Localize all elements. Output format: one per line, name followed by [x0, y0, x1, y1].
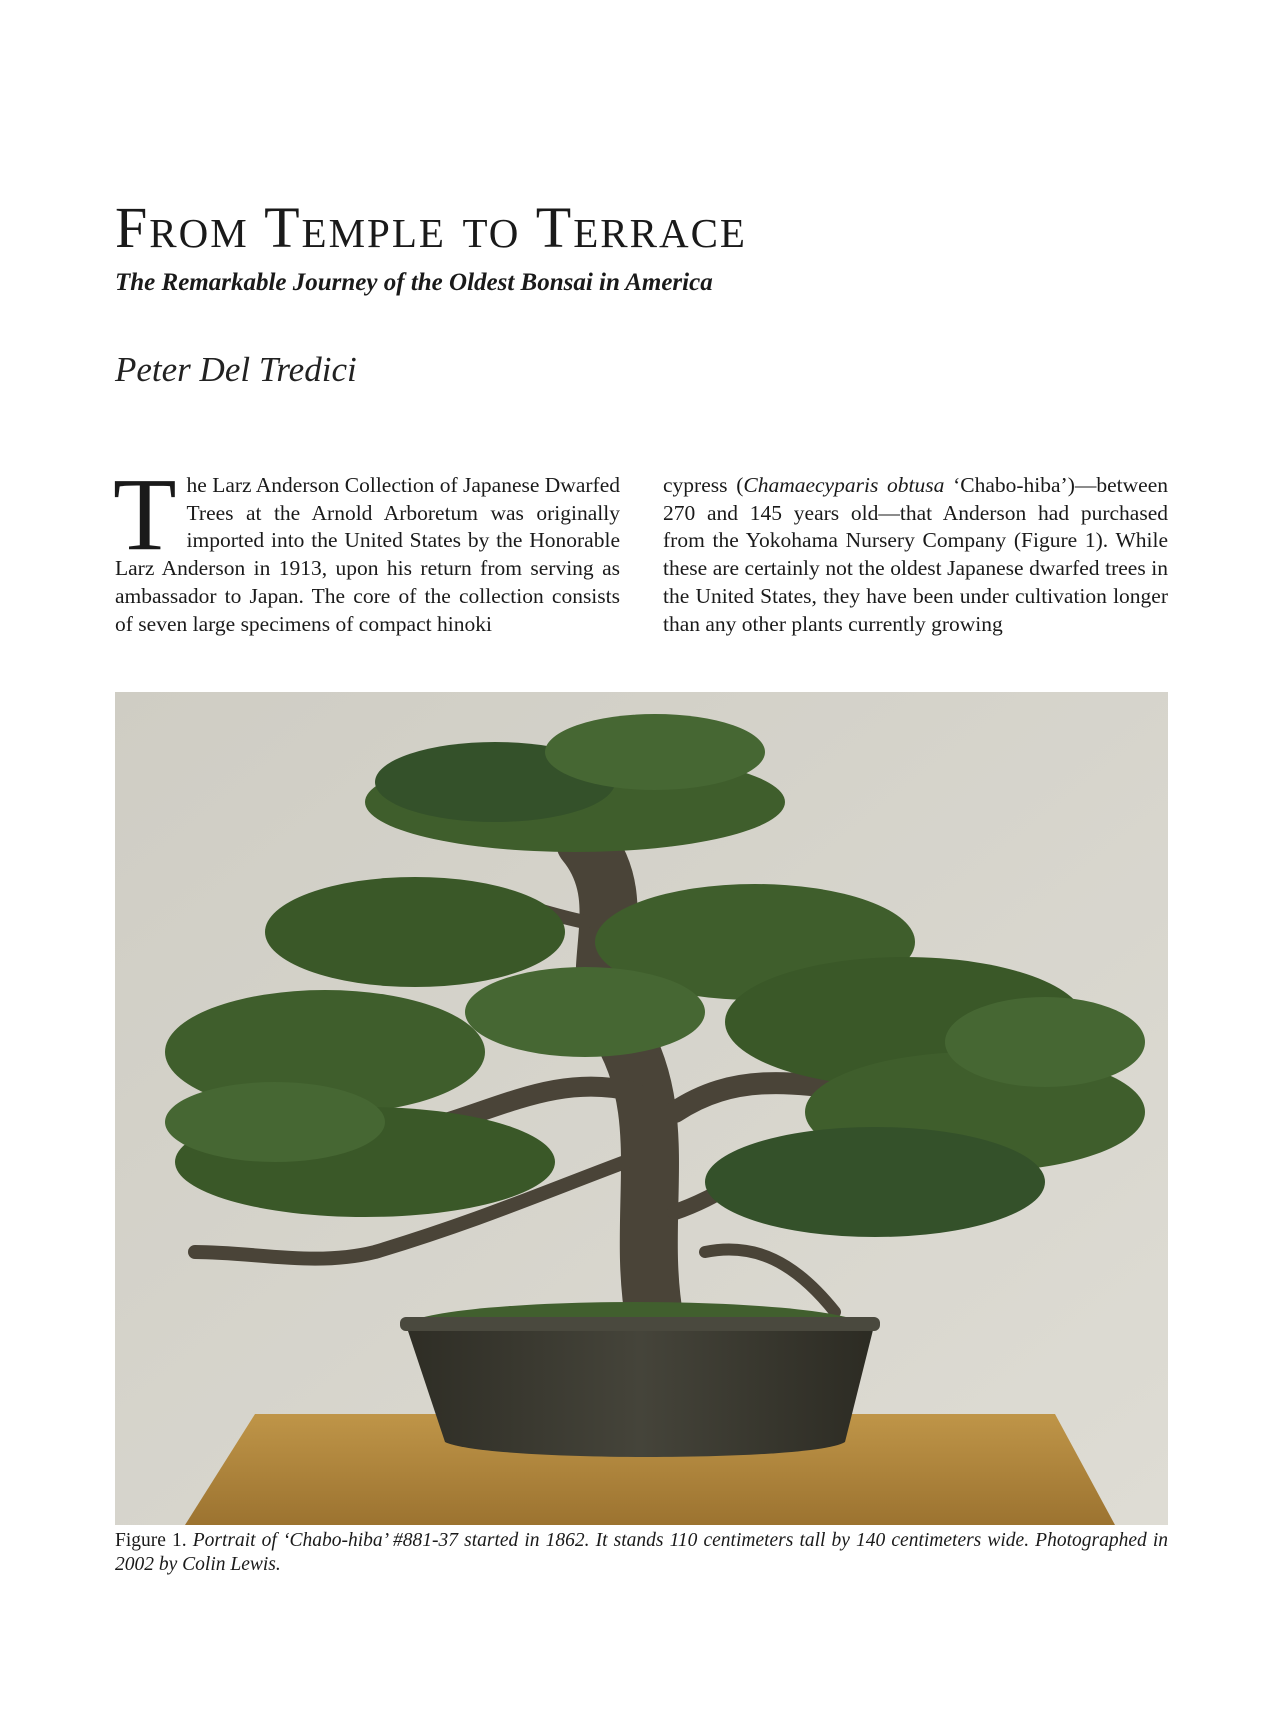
article-subtitle: The Remarkable Journey of the Oldest Bonsai in America: [115, 269, 713, 296]
opening-paragraph: [113, 457, 620, 638]
bonsai-illustration: [115, 692, 1168, 1525]
bonsai-pot: [405, 1322, 875, 1457]
figure-label: Figure 1.: [115, 1530, 187, 1551]
body-column-left: [113, 457, 620, 638]
drop-cap: T: [113, 457, 177, 572]
right-column-text-start: cypress (: [663, 473, 744, 497]
body-column-right: [663, 472, 1168, 638]
figure-caption: [115, 1529, 1168, 1577]
right-column-text-end: ‘Chabo-hiba’)—between 270 and 145 years old—that Anderson had purchased from the Yokohama Nursery Company (Figure 1). While these are certainly not the oldest Japanese dwarfed trees in the United States, they have been under cultivation longer than any other plants currently growing: [663, 473, 1169, 636]
figure-caption-text: Portrait of ‘Chabo-hiba’ #881-37 started in 1862. It stands 110 centimeters tall by 140 centimeters wide. Photographed in 2002 by Colin Lewis.: [115, 1530, 1169, 1575]
bonsai-photo: [115, 692, 1168, 1525]
continued-paragraph: [663, 472, 1168, 638]
article-author: Peter Del Tredici: [115, 350, 357, 389]
species-name: Chamaecyparis obtusa: [743, 473, 945, 497]
left-column-text: he Larz Anderson Collection of Japanese Dwarfed Trees at the Arnold Arboretum was originally imported into the United States by the Honorable Larz Anderson in 1913, upon his return from serving as ambassador to Japan. The core of the collection consists of seven large specimens of compact hinoki: [115, 473, 620, 636]
article-title: From Temple to Terrace: [115, 195, 747, 260]
pot-rim: [400, 1317, 880, 1331]
